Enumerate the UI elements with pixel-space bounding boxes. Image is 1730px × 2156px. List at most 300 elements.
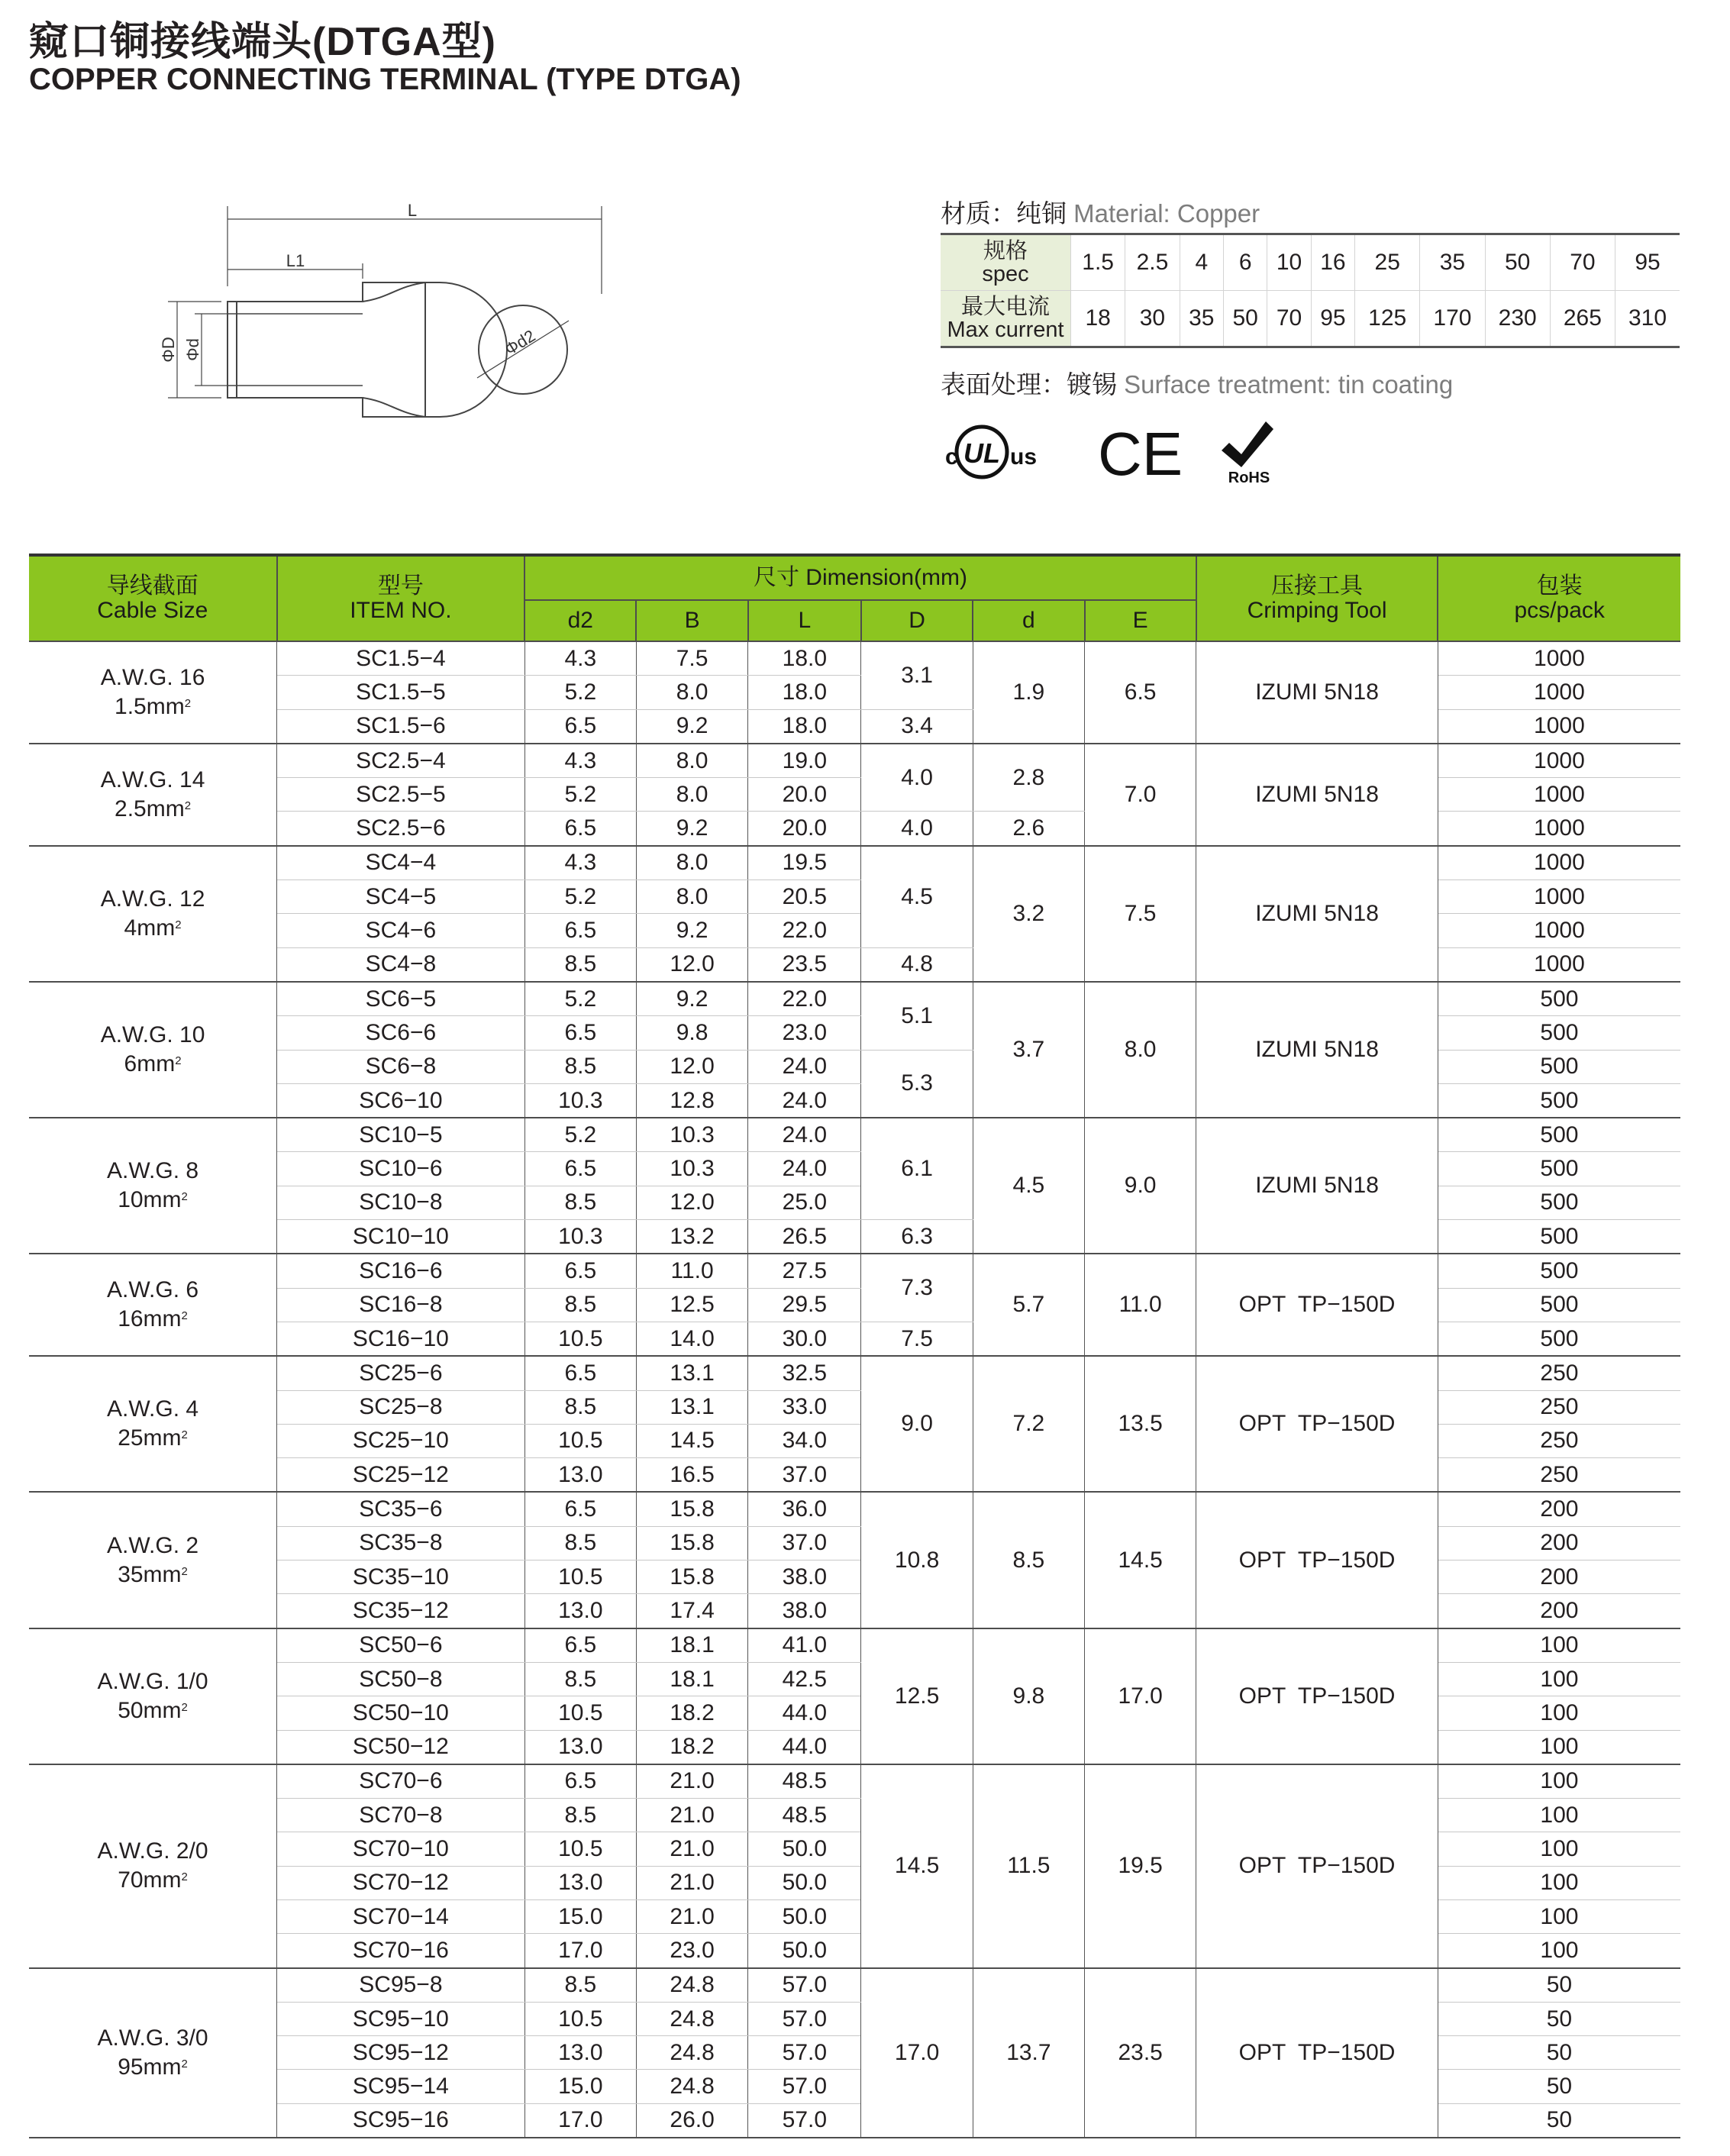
item-no-cell: SC25−8 — [277, 1390, 525, 1424]
item-no-cell: SC95−16 — [277, 2103, 525, 2138]
l-cell: 50.0 — [748, 1934, 861, 1968]
pack-cell: 50 — [1438, 2036, 1680, 2070]
b-cell: 13.1 — [636, 1390, 747, 1424]
ul-us: us — [1010, 444, 1038, 470]
b-cell: 18.1 — [636, 1662, 747, 1696]
cable-size-cell — [29, 1492, 277, 1628]
b-cell: 16.5 — [636, 1458, 747, 1493]
spec-cell: 1.5 — [1071, 234, 1125, 291]
item-no-cell: SC6−10 — [277, 1083, 525, 1118]
spec-label-cn: 规格 — [983, 239, 1028, 263]
d2-cell: 15.0 — [524, 2070, 636, 2103]
D-cell: 14.5 — [861, 1764, 973, 1968]
table-row — [29, 1968, 1680, 2003]
pack-cell: 100 — [1438, 1799, 1680, 1832]
ul-logo — [945, 427, 1037, 477]
l-cell: 18.0 — [748, 641, 861, 676]
item-no-cell: SC1.5−4 — [277, 641, 525, 676]
current-cell: 35 — [1180, 291, 1223, 347]
pack-cell: 1000 — [1438, 676, 1680, 709]
b-cell: 21.0 — [636, 1899, 747, 1933]
header-item-cn: 型号 — [377, 573, 424, 599]
mm-value: 1.5mm — [115, 693, 185, 719]
D-cell: 6.1 — [861, 1118, 973, 1219]
d2-cell: 10.3 — [524, 1220, 636, 1254]
d-cell: 9.8 — [973, 1628, 1084, 1764]
l-cell: 44.0 — [748, 1696, 861, 1730]
d-cell: 7.2 — [973, 1356, 1084, 1492]
l-cell: 57.0 — [748, 1968, 861, 2003]
pack-cell: 100 — [1438, 1866, 1680, 1899]
mm-superscript: 2 — [181, 1190, 188, 1204]
ul-c: c — [945, 444, 958, 470]
l-cell: 30.0 — [748, 1322, 861, 1356]
d2-cell: 8.5 — [524, 1662, 636, 1696]
d2-cell: 8.5 — [524, 1799, 636, 1832]
spec-cell: 70 — [1550, 234, 1615, 291]
b-cell: 18.2 — [636, 1730, 747, 1764]
dim-label-Od2: Φd2 — [501, 325, 539, 360]
cable-size-cell — [29, 1118, 277, 1254]
b-cell: 24.8 — [636, 2036, 747, 2070]
spec-cell: 16 — [1311, 234, 1354, 291]
header-pack — [1438, 555, 1680, 641]
mm-value: 16mm — [118, 1306, 182, 1332]
awg-label: A.W.G. 4 — [107, 1396, 199, 1422]
b-cell: 15.8 — [636, 1492, 747, 1526]
cable-size-cell — [29, 744, 277, 846]
awg-label: A.W.G. 2/0 — [97, 1838, 208, 1864]
l-cell: 19.0 — [748, 744, 861, 778]
l-cell: 50.0 — [748, 1899, 861, 1933]
dim-label-L1: L1 — [286, 251, 305, 270]
d2-cell: 4.3 — [524, 744, 636, 778]
pack-cell: 1000 — [1438, 744, 1680, 778]
material-cn: 材质：纯铜 — [941, 199, 1067, 228]
l-cell: 20.5 — [748, 880, 861, 914]
current-cell: 170 — [1420, 291, 1485, 347]
mm-value: 70mm — [118, 1867, 182, 1893]
item-no-cell: SC10−6 — [277, 1152, 525, 1186]
item-no-cell: SC6−8 — [277, 1050, 525, 1083]
d2-cell: 13.0 — [524, 2036, 636, 2070]
item-no-cell: SC35−8 — [277, 1526, 525, 1560]
pack-cell: 100 — [1438, 1696, 1680, 1730]
pack-cell: 500 — [1438, 1254, 1680, 1288]
cable-size-cell — [29, 1356, 277, 1492]
pack-cell: 200 — [1438, 1526, 1680, 1560]
D-cell: 7.5 — [861, 1322, 973, 1356]
b-cell: 21.0 — [636, 1799, 747, 1832]
d-cell: 3.7 — [973, 982, 1084, 1118]
item-no-cell: SC70−14 — [277, 1899, 525, 1933]
mm-superscript: 2 — [181, 2057, 188, 2070]
b-cell: 8.0 — [636, 880, 747, 914]
dimension-table — [29, 554, 1680, 2138]
mm-value: 35mm — [118, 1561, 182, 1587]
crimping-tool-cell: OPT TP−150D — [1196, 1628, 1438, 1764]
pack-cell: 500 — [1438, 1220, 1680, 1254]
header-B: B — [636, 600, 747, 641]
pack-cell: 200 — [1438, 1594, 1680, 1628]
pack-cell: 500 — [1438, 982, 1680, 1016]
page-title-cn: 窥口铜接线端头(DTGA型) — [29, 20, 496, 64]
item-no-cell: SC4−4 — [277, 846, 525, 880]
pack-cell: 500 — [1438, 1322, 1680, 1356]
table-row — [29, 982, 1680, 1016]
pack-cell: 100 — [1438, 1832, 1680, 1866]
b-cell: 12.0 — [636, 947, 747, 982]
mm-superscript: 2 — [175, 918, 182, 931]
mm-value: 25mm — [118, 1425, 182, 1451]
awg-label: A.W.G. 1/0 — [97, 1668, 208, 1694]
d2-cell: 6.5 — [524, 1016, 636, 1050]
d2-cell: 5.2 — [524, 676, 636, 709]
l-cell: 29.5 — [748, 1288, 861, 1322]
mm-superscript: 2 — [181, 1870, 188, 1884]
table-row — [29, 1118, 1680, 1152]
item-no-cell: SC70−6 — [277, 1764, 525, 1799]
b-cell: 8.0 — [636, 676, 747, 709]
d2-cell: 8.5 — [524, 1968, 636, 2003]
pack-cell: 250 — [1438, 1458, 1680, 1493]
b-cell: 8.0 — [636, 778, 747, 812]
b-cell: 9.2 — [636, 812, 747, 846]
item-no-cell: SC35−10 — [277, 1561, 525, 1594]
cable-size-cell — [29, 641, 277, 744]
D-cell: 5.1 — [861, 982, 973, 1050]
crimping-tool-cell: OPT TP−150D — [1196, 1492, 1438, 1628]
header-dimension: 尺寸 Dimension(mm) — [524, 555, 1196, 600]
l-cell: 20.0 — [748, 812, 861, 846]
D-cell: 9.0 — [861, 1356, 973, 1492]
mm-label — [29, 1050, 276, 1079]
d-cell: 2.8 — [973, 744, 1084, 812]
b-cell: 8.0 — [636, 744, 747, 778]
item-no-cell: SC4−5 — [277, 880, 525, 914]
item-no-cell: SC95−12 — [277, 2036, 525, 2070]
pack-cell: 50 — [1438, 2002, 1680, 2035]
l-cell: 20.0 — [748, 778, 861, 812]
l-cell: 48.5 — [748, 1764, 861, 1799]
D-cell: 10.8 — [861, 1492, 973, 1628]
D-cell: 3.1 — [861, 641, 973, 709]
d2-cell: 8.5 — [524, 1050, 636, 1083]
D-cell: 4.0 — [861, 744, 973, 812]
header-item-en: ITEM NO. — [350, 598, 452, 623]
pack-cell: 250 — [1438, 1390, 1680, 1424]
pack-cell: 50 — [1438, 2070, 1680, 2103]
header-d2: d2 — [524, 600, 636, 641]
awg-label: A.W.G. 8 — [107, 1158, 199, 1184]
current-label-en: Max current — [947, 318, 1064, 342]
current-cell: 50 — [1223, 291, 1267, 347]
header-E: E — [1085, 600, 1196, 641]
b-cell: 10.3 — [636, 1152, 747, 1186]
b-cell: 14.0 — [636, 1322, 747, 1356]
rohs-logo — [1222, 421, 1273, 486]
b-cell: 18.2 — [636, 1696, 747, 1730]
pack-cell: 250 — [1438, 1424, 1680, 1457]
l-cell: 22.0 — [748, 982, 861, 1016]
d2-cell: 8.5 — [524, 1288, 636, 1322]
pack-cell: 500 — [1438, 1050, 1680, 1083]
dim-label-Od: Φd — [183, 338, 202, 361]
header-cable-cn: 导线截面 — [106, 573, 198, 599]
table-row — [29, 641, 1680, 676]
l-cell: 57.0 — [748, 2002, 861, 2035]
D-cell: 5.3 — [861, 1050, 973, 1118]
d-cell: 4.5 — [973, 1118, 1084, 1254]
l-cell: 22.0 — [748, 914, 861, 947]
D-cell: 3.4 — [861, 709, 973, 744]
b-cell: 10.3 — [636, 1118, 747, 1152]
spec-cell: 95 — [1615, 234, 1680, 291]
E-cell: 14.5 — [1085, 1492, 1196, 1628]
current-cell: 265 — [1550, 291, 1615, 347]
d2-cell: 6.5 — [524, 812, 636, 846]
pack-cell: 1000 — [1438, 914, 1680, 947]
mm-superscript: 2 — [181, 1309, 188, 1323]
mm-label — [29, 1305, 276, 1334]
mm-superscript: 2 — [181, 1428, 188, 1442]
l-cell: 18.0 — [748, 709, 861, 744]
d2-cell: 5.2 — [524, 778, 636, 812]
l-cell: 50.0 — [748, 1832, 861, 1866]
d-cell: 13.7 — [973, 1968, 1084, 2138]
item-no-cell: SC2.5−5 — [277, 778, 525, 812]
E-cell: 13.5 — [1085, 1356, 1196, 1492]
crimping-tool-cell: IZUMI 5N18 — [1196, 982, 1438, 1118]
d-cell: 8.5 — [973, 1492, 1084, 1628]
current-cell: 18 — [1071, 291, 1125, 347]
d2-cell: 13.0 — [524, 1594, 636, 1628]
d2-cell: 6.5 — [524, 1254, 636, 1288]
header-L: L — [748, 600, 861, 641]
cable-size-cell — [29, 1968, 277, 2138]
item-no-cell: SC4−6 — [277, 914, 525, 947]
d2-cell: 13.0 — [524, 1866, 636, 1899]
b-cell: 26.0 — [636, 2103, 747, 2138]
l-cell: 24.0 — [748, 1050, 861, 1083]
certification-logos — [938, 412, 1304, 489]
awg-label: A.W.G. 3/0 — [97, 2025, 208, 2051]
table-row — [29, 1254, 1680, 1288]
l-cell: 36.0 — [748, 1492, 861, 1526]
pack-cell: 50 — [1438, 2103, 1680, 2138]
d2-cell: 17.0 — [524, 2103, 636, 2138]
awg-label: A.W.G. 10 — [100, 1022, 205, 1048]
d2-cell: 10.5 — [524, 1696, 636, 1730]
table-row — [29, 744, 1680, 778]
crimping-tool-cell: OPT TP−150D — [1196, 1764, 1438, 1968]
l-cell: 34.0 — [748, 1424, 861, 1457]
mm-label — [29, 1696, 276, 1725]
b-cell: 8.0 — [636, 846, 747, 880]
d2-cell: 5.2 — [524, 982, 636, 1016]
header-pack-cn: 包装 — [1536, 573, 1583, 599]
l-cell: 32.5 — [748, 1356, 861, 1390]
mm-value: 50mm — [118, 1697, 182, 1723]
l-cell: 26.5 — [748, 1220, 861, 1254]
b-cell: 15.8 — [636, 1526, 747, 1560]
cable-size-cell — [29, 1764, 277, 1968]
item-no-cell: SC25−6 — [277, 1356, 525, 1390]
l-cell: 44.0 — [748, 1730, 861, 1764]
pack-cell: 500 — [1438, 1083, 1680, 1118]
pack-cell: 500 — [1438, 1186, 1680, 1219]
item-no-cell: SC70−10 — [277, 1832, 525, 1866]
D-cell: 4.0 — [861, 812, 973, 846]
b-cell: 9.2 — [636, 914, 747, 947]
E-cell: 7.5 — [1085, 846, 1196, 982]
mm-superscript: 2 — [181, 1564, 188, 1578]
spec-current-table — [941, 233, 1680, 348]
l-cell: 41.0 — [748, 1628, 861, 1663]
d2-cell: 6.5 — [524, 1152, 636, 1186]
d2-cell: 17.0 — [524, 1934, 636, 1968]
l-cell: 33.0 — [748, 1390, 861, 1424]
pack-cell: 500 — [1438, 1118, 1680, 1152]
pack-cell: 200 — [1438, 1561, 1680, 1594]
d2-cell: 10.5 — [524, 1424, 636, 1457]
mm-label — [29, 795, 276, 824]
item-no-cell: SC70−12 — [277, 1866, 525, 1899]
d2-cell: 10.5 — [524, 2002, 636, 2035]
D-cell: 4.5 — [861, 846, 973, 947]
item-no-cell: SC95−14 — [277, 2070, 525, 2103]
item-no-cell: SC16−10 — [277, 1322, 525, 1356]
item-no-cell: SC10−5 — [277, 1118, 525, 1152]
d2-cell: 6.5 — [524, 1764, 636, 1799]
d2-cell: 8.5 — [524, 1390, 636, 1424]
mm-value: 95mm — [118, 2054, 182, 2080]
pack-cell: 1000 — [1438, 947, 1680, 982]
crimping-tool-cell: IZUMI 5N18 — [1196, 641, 1438, 744]
page-title-en: COPPER CONNECTING TERMINAL (TYPE DTGA) — [29, 63, 741, 96]
b-cell: 13.2 — [636, 1220, 747, 1254]
item-no-cell: SC95−10 — [277, 2002, 525, 2035]
d2-cell: 13.0 — [524, 1730, 636, 1764]
item-no-cell: SC70−8 — [277, 1799, 525, 1832]
crimping-tool-cell: IZUMI 5N18 — [1196, 1118, 1438, 1254]
header-pack-en: pcs/pack — [1514, 598, 1605, 623]
spec-cell: 4 — [1180, 234, 1223, 291]
l-cell: 24.0 — [748, 1083, 861, 1118]
mm-value: 10mm — [118, 1187, 182, 1213]
pack-cell: 500 — [1438, 1016, 1680, 1050]
header-tool-cn: 压接工具 — [1271, 573, 1364, 599]
E-cell: 17.0 — [1085, 1628, 1196, 1764]
pack-cell: 1000 — [1438, 778, 1680, 812]
item-no-cell: SC10−8 — [277, 1186, 525, 1219]
mm-label — [29, 1561, 276, 1590]
current-cell: 310 — [1615, 291, 1680, 347]
E-cell: 23.5 — [1085, 1968, 1196, 2138]
d2-cell: 5.2 — [524, 1118, 636, 1152]
cable-size-cell — [29, 846, 277, 982]
pack-cell: 200 — [1438, 1492, 1680, 1526]
item-no-cell: SC25−10 — [277, 1424, 525, 1457]
l-cell: 42.5 — [748, 1662, 861, 1696]
table-row — [29, 1492, 1680, 1526]
item-no-cell: SC2.5−4 — [277, 744, 525, 778]
awg-label: A.W.G. 12 — [100, 886, 205, 912]
material-en: Material: Copper — [1073, 199, 1260, 228]
ce-mark: CE — [1098, 420, 1183, 488]
l-cell: 50.0 — [748, 1866, 861, 1899]
b-cell: 24.8 — [636, 2002, 747, 2035]
l-cell: 18.0 — [748, 676, 861, 709]
spec-cell: 10 — [1267, 234, 1311, 291]
D-cell: 17.0 — [861, 1968, 973, 2138]
pack-cell: 1000 — [1438, 641, 1680, 676]
b-cell: 9.8 — [636, 1016, 747, 1050]
spec-cell: 6 — [1223, 234, 1267, 291]
crimping-tool-cell: OPT TP−150D — [1196, 1968, 1438, 2138]
current-cell: 95 — [1311, 291, 1354, 347]
E-cell: 11.0 — [1085, 1254, 1196, 1356]
d2-cell: 8.5 — [524, 1526, 636, 1560]
spec-cell: 2.5 — [1125, 234, 1180, 291]
b-cell: 15.8 — [636, 1561, 747, 1594]
d2-cell: 4.3 — [524, 641, 636, 676]
d2-cell: 5.2 — [524, 880, 636, 914]
item-no-cell: SC1.5−5 — [277, 676, 525, 709]
d2-cell: 6.5 — [524, 1356, 636, 1390]
spec-cell: 25 — [1355, 234, 1420, 291]
pack-cell: 500 — [1438, 1152, 1680, 1186]
surface-treatment-line — [941, 365, 1453, 401]
d2-cell: 10.5 — [524, 1322, 636, 1356]
item-no-cell: SC16−6 — [277, 1254, 525, 1288]
header-item-no — [277, 555, 525, 641]
pack-cell: 1000 — [1438, 812, 1680, 846]
current-cell: 125 — [1355, 291, 1420, 347]
b-cell: 23.0 — [636, 1934, 747, 1968]
mm-label — [29, 692, 276, 721]
pack-cell: 500 — [1438, 1288, 1680, 1322]
b-cell: 11.0 — [636, 1254, 747, 1288]
pack-cell: 100 — [1438, 1934, 1680, 1968]
item-no-cell: SC50−10 — [277, 1696, 525, 1730]
item-no-cell: SC25−12 — [277, 1458, 525, 1493]
item-no-cell: SC35−12 — [277, 1594, 525, 1628]
l-cell: 23.5 — [748, 947, 861, 982]
pack-cell: 1000 — [1438, 846, 1680, 880]
current-cell: 30 — [1125, 291, 1180, 347]
d-cell: 1.9 — [973, 641, 1084, 744]
E-cell: 19.5 — [1085, 1764, 1196, 1968]
D-cell: 6.3 — [861, 1220, 973, 1254]
mm-value: 6mm — [124, 1051, 176, 1077]
pack-cell: 100 — [1438, 1628, 1680, 1663]
table-row — [29, 1764, 1680, 1799]
l-cell: 57.0 — [748, 2103, 861, 2138]
table-row — [29, 1628, 1680, 1663]
D-cell: 12.5 — [861, 1628, 973, 1764]
item-no-cell: SC1.5−6 — [277, 709, 525, 744]
current-label-cn: 最大电流 — [960, 295, 1050, 319]
E-cell: 8.0 — [1085, 982, 1196, 1118]
b-cell: 9.2 — [636, 709, 747, 744]
l-cell: 23.0 — [748, 1016, 861, 1050]
awg-label: A.W.G. 2 — [107, 1532, 199, 1558]
spec-cell: 50 — [1485, 234, 1550, 291]
l-cell: 37.0 — [748, 1458, 861, 1493]
item-no-cell: SC6−5 — [277, 982, 525, 1016]
E-cell: 6.5 — [1085, 641, 1196, 744]
